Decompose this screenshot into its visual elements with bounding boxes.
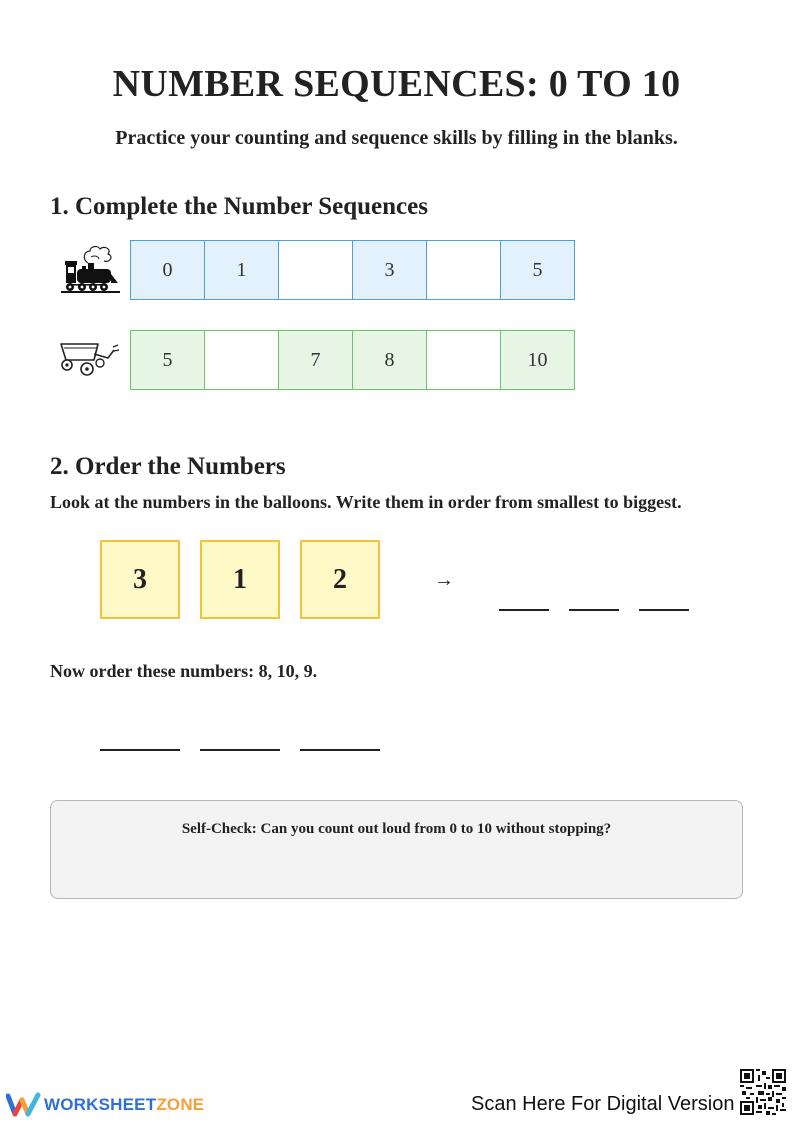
worksheet-zone-logo-icon — [6, 1092, 42, 1118]
answer-blank-line[interactable] — [300, 749, 380, 751]
sequence-blank-cell[interactable] — [204, 330, 279, 390]
scan-text: Scan Here For Digital Version — [471, 1093, 735, 1115]
second-order-prompt: Now order these numbers: 8, 10, 9. — [50, 661, 318, 681]
sequence-row-1 — [130, 240, 579, 300]
sequence-cell: 3 — [352, 240, 427, 300]
arrow-right-icon: → — [434, 569, 454, 591]
section2-title: 2. Order the Numbers — [50, 453, 286, 480]
balloon-number: 3 — [100, 540, 180, 619]
balloon-number: 1 — [200, 540, 280, 619]
wagon-icon — [58, 336, 122, 380]
sequence-cell: 10 — [500, 330, 575, 390]
train-icon — [58, 243, 122, 297]
answer-blank-line[interactable] — [639, 609, 689, 611]
self-check-text: Self-Check: Can you count out loud from 0 to 10 without stopping? — [181, 821, 612, 837]
answer-blank-line[interactable] — [100, 749, 180, 751]
sequence-cell: 5 — [500, 240, 575, 300]
section2-instructions: Look at the numbers in the balloons. Write them in order from smallest to biggest. — [50, 492, 682, 512]
balloon-number: 2 — [300, 540, 380, 619]
sequence-cell: 8 — [352, 330, 427, 390]
sequence-blank-cell[interactable] — [278, 240, 353, 300]
brand-logo — [44, 1095, 204, 1115]
sequence-cell: 1 — [204, 240, 279, 300]
answer-blank-line[interactable] — [569, 609, 619, 611]
sequence-cell: 7 — [278, 330, 353, 390]
sequence-cell: 5 — [130, 330, 205, 390]
page-title: NUMBER SEQUENCES: 0 TO 10 — [112, 63, 681, 105]
sequence-blank-cell[interactable] — [426, 330, 501, 390]
sequence-cell: 0 — [130, 240, 205, 300]
page-subtitle: Practice your counting and sequence skills by filling in the blanks. — [115, 127, 678, 149]
answer-blank-line[interactable] — [200, 749, 280, 751]
brand-text-zone: ZONE — [156, 1095, 205, 1114]
self-check-box — [50, 800, 743, 899]
answer-blank-line[interactable] — [499, 609, 549, 611]
section1-title: 1. Complete the Number Sequences — [50, 193, 428, 220]
sequence-row-2 — [130, 330, 579, 390]
sequence-blank-cell[interactable] — [426, 240, 501, 300]
qr-code-icon[interactable] — [740, 1069, 786, 1115]
brand-text-worksheet: WORKSHEET — [44, 1095, 157, 1114]
